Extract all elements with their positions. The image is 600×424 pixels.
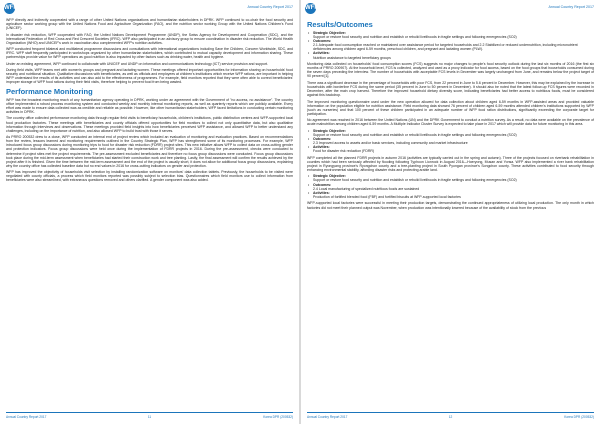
item-text: 2.4 Local manufacturing of specialized nutritious foods are sustained [313,186,420,191]
item-text: Support or restore food security and nutrition and establish or rebuild livelihoods in fragile settings and following emergencies (SO2) [313,178,517,183]
paragraph: The improved monitoring questionnaire used under the new operation allowed for data collection about children aged 6-59 months in WFP-assisted areas and provided valuable information on the population eligible for nutrition assistance. Field monitoring data showed 76 percent of children aged 6-59 months attended children's institutions supported by WFP (such as nurseries) and that 100 percent of these children participated in an adequate number of WFP food ration distributions, significantly exceeding the corporate target for participation. [307,99,594,116]
item-label: • Activities: [313,190,330,195]
page-header [0,3,299,17]
footer-left: Annual Country Report 2017 [307,414,348,419]
page-number: 12 [448,414,453,419]
paragraph: WFP completed all the planned FDRR projects in autumn 2016 (activities are typically carried out in the spring and autumn). Three of the projects focused on riverbank rehabilitation in counties which had been seriously affected by flooding following Typhoon Lionrock in August 2016—Hoeryong, Musan and Yonsa. WFP also implemented a river bank rehabilitation project in Ryongyang province's Ryongchon county and a tree-planting project in South Pyongan province's Songchon county. These activities contributed to food security through enhancing environmental stability, affording disaster risks and protecting arable land. [307,155,594,172]
paragraph: WFP has the broadest monitoring reach of any humanitarian agency operating in DPRK, working under an agreement with the Government of "no access, no assistance". The country office implemented a robust process monitoring system and conducted weekly and monthly internal monitoring reports, as well as quarterly reports which are publicly available. Every effort was made to ensure data collected was as credible and reliable as possible. However, like other humanitarian stakeholders, WFP faced limitations in conducting certain monitoring activities in DPRK. [6,97,293,115]
item-text: 2.1 Adequate food consumption reached or maintained over assistance period for targeted households and 2.2 Stabilized or reduced undernutrition, including micronutrient deficiencies among children aged 6-59 months, preschool children, and pregnant and lactating women (PLW). [313,43,578,52]
list-item [313,137,594,145]
footer-left: Annual Country Report 2017 [6,414,47,419]
list-item [313,129,594,137]
item-text: Support or restore food security and nutrition and establish or rebuild livelihoods in fragile settings and following emergencies (SO2) [313,132,517,137]
paragraph: No agreement was reached in 2016 between the United Nations (UN) and the DPRK Government to conduct a nutrition survey. As a result, no data were available on the prevalence of acute malnutrition among children aged 6-59 months. A Multiple Indicator Cluster Survey is expected to take place in 2017 which will provide data for future monitoring in this area. [307,118,594,127]
section-title-performance-monitoring: Performance Monitoring [6,86,93,96]
page-footer [6,412,293,421]
paragraph: The country office collected performance monitoring data through regular field visits to beneficiary households, children's institutions, public distribution centres and WFP-supported local food production factories. These meetings with beneficiaries and county officials offered opportunities for field monitors to collect not only quantitative data, but also qualitative information through interviews and observations. These meetings provided field insights into how beneficiaries perceived WFP assistance, and allowed WFP to better understand any challenges, including on the importance of nutrition, and also allowed WFP to build trust with those it serves. [6,116,293,133]
document-page-left [0,0,299,424]
footer-right: Korea DPR (200532) [263,414,293,419]
wfp-logo-icon: WFP [4,3,15,14]
page-footer [307,412,594,421]
item-text: 2.3 Improved access to assets and/or basic services, including community and market infrastructure [313,140,468,145]
document-page-right [301,0,600,424]
results-block [307,31,594,60]
item-text: Nutrition assistance to targeted beneficiary groups [313,55,391,60]
list-item [313,183,594,191]
paragraph: WFP-supported local factories were successful in meeting their production targets, demonstrating the continued appropriateness of utilizing local production. The only month in which factories did not meet their planned output was November, when production was intentionally lowered because of the availability of stock from the previous [307,201,594,210]
item-label: • Strategic Objective: [313,31,346,35]
paragraph: There was a significant decrease in the percentage of households with poor FCS, from 22 percent in June to 5.6 percent in December. However, this may be explained by the increase in households with borderline FCS during the same period (35 percent in June to 50 percent in December). It should also be noted that the latest follow-up FCS figures were recorded in December, after the main crop harvest. Therefore the improved household dietary diversity score, indicating beneficiaries had better access to nutritious foods, must be considered against this backdrop. [307,80,594,98]
list-item [313,31,594,39]
paragraph: As PRRO 200532 drew to a close, WFP conducted an internal end of project review which included an evaluation of monitoring and evaluation practices. Based on recommendations from the review, lessons learned and monitoring requirements outlined in the Country Strategic Plan, WFP has strengthened some of its monitoring processes. For example, WFP introduced focus group discussions during monitoring trips to food for disaster risk reduction (FDRR) project sites. This new initiative allows WFP to collect data on cross-cutting gender and protection indicators. Focus group discussions were held once during the implementation of FDRR projects in 2016. During the pre-assessment, checks were conducted to determine if project sites met the project requirements. The pre-assessment excluded beneficiaries and therefore no focus group discussions were conducted. Focus group discussions took place during the mid-term assessment when beneficiaries had started their construction work and tree planting. Lastly, the final assessment will confirm the results achieved by the project after it is finished. Given the time between the mid-term assessment and the end of the project is usually short, it does not allow for additional focus group discussions, explaining why the country office has collected baseline data but no end values in 2016 for cross-cutting indicators on gender and protection. [6,135,293,168]
item-label: • Outcomes: [313,182,332,187]
paragraph: Under an existing agreement, WFP continued to collaborate with UNICEF and UNDP on information and communications technology (ICT) service provision and support. [6,61,269,66]
item-label: • Activities: [313,51,330,56]
results-block [307,129,594,154]
page-content [6,18,293,185]
wfp-logo-icon: WFP [305,3,316,14]
paragraph: Monitoring data collected on households' food consumption scores (FCS) suggests no major changes to people's food security outlook during the last six months of 2016 (the first six months of PRRO 200907). At the household level, FCS is collected, analyzed and used as a proxy indicator for food access, based on the food groups that households consumed during the seven days preceding the interview. The number of households with acceptable FCS levels in December was largely unchanged from June, and remains below the project target of 90 percent [1]. [307,62,594,79]
paragraph: WFP conducted frequent bilateral and multilateral programme discussions and consultations with international organizations including Save the Children, Concern Worldwide, SDC, and IFRC. WFP staff frequently participated in workshops organized by other humanitarian stakeholders, which contributed to mutual capacity development and information sharing. These partnerships provide value for WFP operations as good nutrition is also impacted by other factors such as drinking water, health and hygiene. [6,47,293,60]
list-item [313,174,594,182]
item-text: Production of fortified blended food (FBF) and fortified biscuits at WFP-supported local factories [313,194,461,199]
item-label: • Strategic Objective: [313,174,346,179]
item-label: • Strategic Objective: [313,128,346,133]
list-item [313,145,594,153]
list-item [313,39,594,51]
paragraph: During field visits, WFP teams met with women's groups and pregnant and lactating women. These meetings offered important opportunities for information sharing on households' food security and nutritional situation. Qualitative discussions with beneficiaries, as well as officials and employees at children's institutions which receive WFP rations, are important in helping WFP understand the results of its activities and can also add to the effectiveness of programmes. For example, field monitors reported that they were often able to correct beneficiaries' improper storage of WFP food rations during their field visits, therefore helping to prevent food from being wasted. [6,68,293,85]
item-label: • Outcomes: [313,39,332,44]
paragraph: WFP has improved the objectivity of households visit selection by installing randomization software on monitors' data collection tablets. Previously, the households to be visited were negotiated with county officials, a process which field monitors reported was possibly subject to selection bias. Questionnaires which field monitors use to collect information from beneficiaries were also streamlined, with extraneous questions removed and others clarified. A gender component was also added. [6,170,293,183]
results-block [307,174,594,199]
paragraph: In disaster risk reduction, WFP cooperated with FAO, the United Nations Development Programme (UNDP), the Swiss Agency for Development and Cooperation (SDC), and the International Federation of Red Cross and Red Crescent Societies (IFRC). WFP also participated in an advisory group to ensure coordination in disaster risk reduction. The World Health Organization (WHO) and UNICEF's work in vaccination also complemented WFP's nutrition activities. [6,32,293,45]
item-label: • Activities: [313,145,330,150]
section-title-results-outcomes: Results/Outcomes [307,20,373,29]
item-label: • Outcomes: [313,136,332,141]
paragraph: WFP directly and indirectly cooperated with a range of other United Nations organizations and humanitarian stakeholders in DPRK. WFP continued to co-chair the food security and agriculture sector working group with the United Nations Food and Agriculture Organization (FAO), and the nutrition sector working Group with the United Nations Children's Fund (UNICEF). [6,18,293,31]
list-item [313,51,594,59]
item-text: Support or restore food security and nutrition and establish or rebuild livelihoods in fragile settings and following emergencies (SO2) [313,35,517,40]
item-text: Food for disaster risk reduction (FDRR) [313,149,375,154]
page-content [307,18,594,212]
header-title: Annual Country Report 2017 [548,5,594,9]
header-title: Annual Country Report 2017 [247,5,293,9]
page-header [301,3,600,17]
footer-right: Korea DPR (200532) [564,414,594,419]
page-number: 11 [147,414,152,419]
list-item [313,191,594,199]
